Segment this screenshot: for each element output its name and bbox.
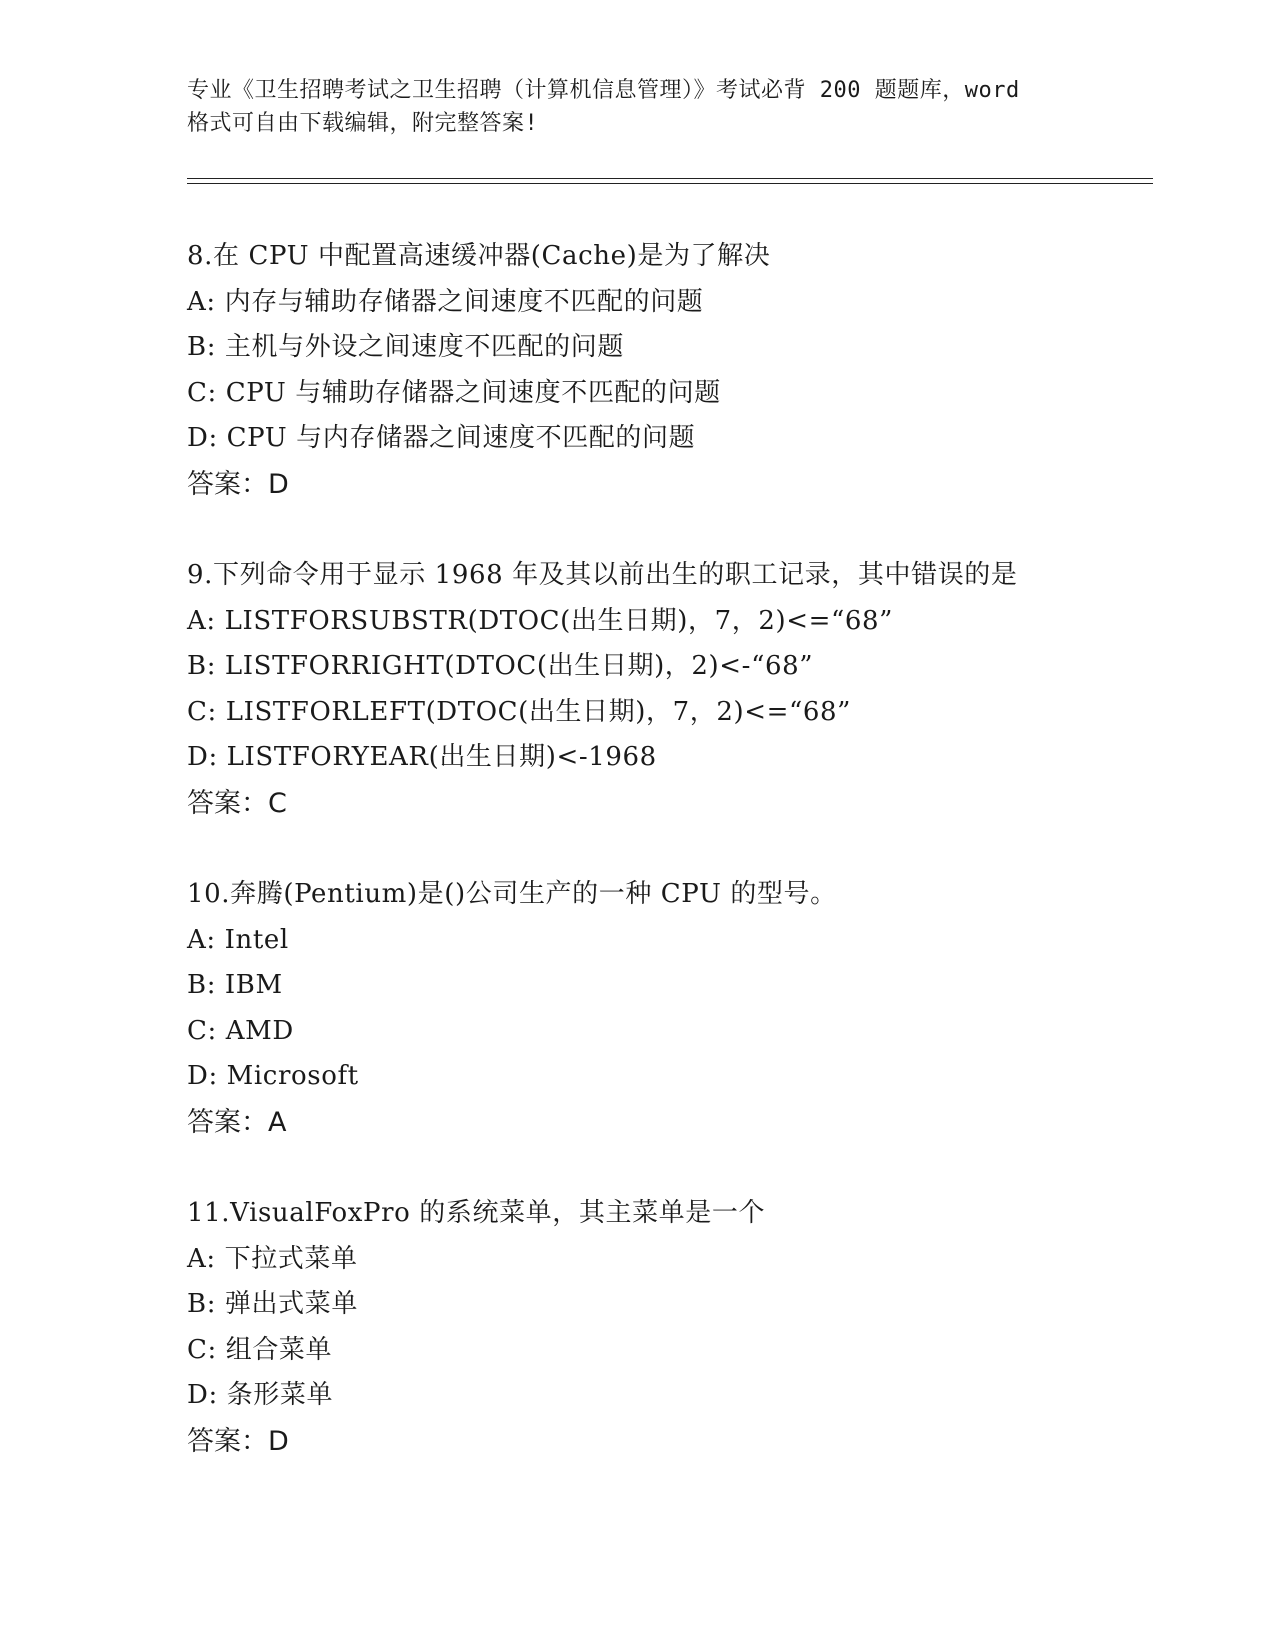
option-a: A: 下拉式菜单 (187, 1243, 358, 1274)
option-d: D: Microsoft (187, 1061, 359, 1091)
question-11 (187, 1191, 1147, 1464)
option-c: C: CPU 与辅助存储器之间速度不匹配的问题 (187, 377, 721, 408)
question-stem: 8.在 CPU 中配置高速缓冲器(Cache)是为了解决 (187, 241, 771, 271)
option-c: C: AMD (187, 1015, 294, 1046)
option-c: C: 组合菜单 (187, 1334, 333, 1365)
option-a: A: LISTFORSUBSTR(DTOC(出生日期)，7，2)<=“68” (187, 605, 894, 636)
option-b: B: 弹出式菜单 (187, 1289, 358, 1319)
answer-line: 答案：A (187, 1106, 287, 1138)
header-intro-line-1: 专业《卫生招聘考试之卫生招聘（计算机信息管理）》考试必背 200 题题库，word (187, 78, 1020, 103)
answer-line: 答案：D (187, 1425, 289, 1457)
option-b: B: 主机与外设之间速度不匹配的问题 (187, 332, 624, 362)
option-a: A: 内存与辅助存储器之间速度不匹配的问题 (187, 286, 704, 317)
option-a: A: Intel (187, 924, 289, 955)
option-d: D: 条形菜单 (187, 1380, 334, 1410)
answer-line: 答案：C (187, 787, 287, 819)
header-divider-top (187, 178, 1153, 179)
answer-line: 答案：D (187, 468, 289, 500)
option-c: C: LISTFORLEFT(DTOC(出生日期)，7，2)<=“68” (187, 696, 852, 727)
header-intro-line-2: 格式可自由下载编辑，附完整答案! (187, 111, 539, 136)
question-10 (187, 872, 1147, 1145)
question-stem: 11.VisualFoxPro 的系统菜单，其主菜单是一个 (187, 1198, 766, 1228)
option-d: D: LISTFORYEAR(出生日期)<-1968 (187, 742, 657, 772)
question-8 (187, 234, 1147, 507)
option-b: B: LISTFORRIGHT(DTOC(出生日期)，2)<-“68” (187, 651, 814, 681)
question-stem: 9.下列命令用于显示 1968 年及其以前出生的职工记录，其中错误的是 (187, 560, 1018, 590)
header-divider-bottom (187, 183, 1153, 184)
option-d: D: CPU 与内存储器之间速度不匹配的问题 (187, 423, 696, 453)
question-9 (187, 553, 1147, 826)
document-header (187, 74, 1107, 140)
option-b: B: IBM (187, 970, 283, 1000)
question-stem: 10.奔腾(Pentium)是()公司生产的一种 CPU 的型号。 (187, 879, 837, 909)
